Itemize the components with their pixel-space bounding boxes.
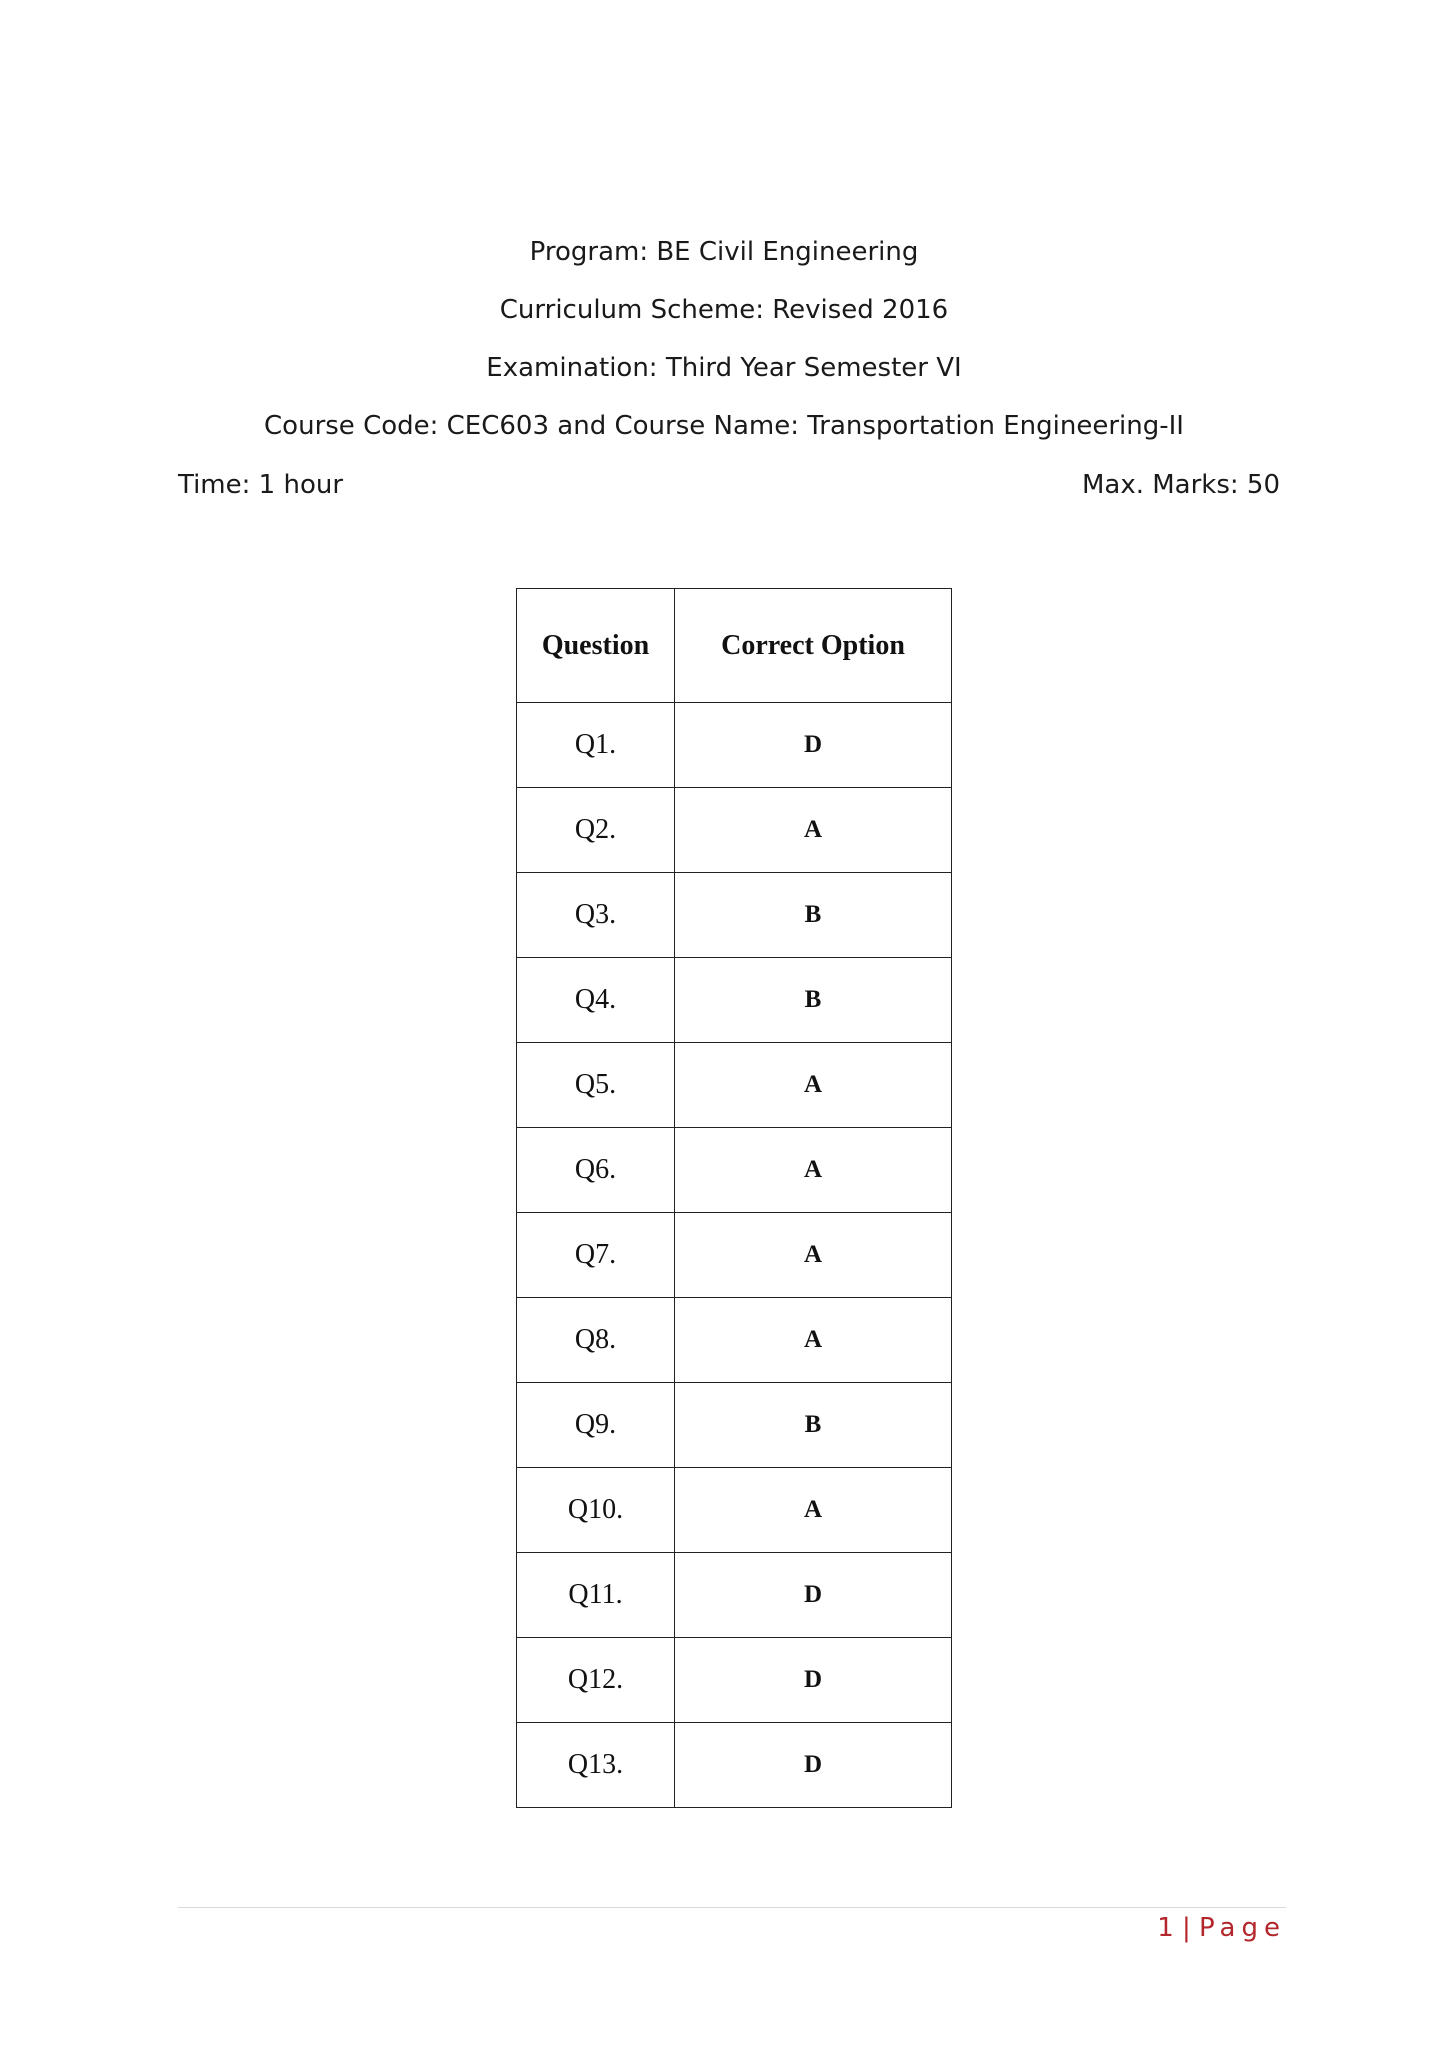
option-cell: B <box>675 958 952 1043</box>
option-cell: A <box>675 1468 952 1553</box>
question-cell: Q1. <box>517 703 675 788</box>
question-cell: Q7. <box>517 1213 675 1298</box>
course-line: Course Code: CEC603 and Course Name: Transportation Engineering-II <box>264 411 1184 441</box>
option-cell: B <box>675 873 952 958</box>
table-row <box>517 958 952 1043</box>
page-number: 1 <box>1157 1913 1174 1943</box>
question-cell: Q5. <box>517 1043 675 1128</box>
question-cell: Q9. <box>517 1383 675 1468</box>
question-cell: Q11. <box>517 1553 675 1638</box>
option-cell: A <box>675 1128 952 1213</box>
table-row <box>517 1723 952 1808</box>
option-cell: D <box>675 1553 952 1638</box>
question-cell: Q13. <box>517 1723 675 1808</box>
question-column-header: Question <box>517 589 675 703</box>
table-row <box>517 1383 952 1468</box>
option-cell: A <box>675 1298 952 1383</box>
table-row <box>517 1128 952 1213</box>
footer-divider <box>178 1907 1286 1908</box>
question-cell: Q8. <box>517 1298 675 1383</box>
option-cell: B <box>675 1383 952 1468</box>
page-footer <box>1157 1913 1286 1943</box>
table-row <box>517 1043 952 1128</box>
table-row <box>517 1553 952 1638</box>
question-cell: Q4. <box>517 958 675 1043</box>
max-marks-label: Max. Marks: 50 <box>1081 470 1280 500</box>
table-row <box>517 873 952 958</box>
table-row <box>517 703 952 788</box>
question-cell: Q3. <box>517 873 675 958</box>
table-row <box>517 1638 952 1723</box>
page-separator: | <box>1182 1913 1191 1943</box>
table-row <box>517 1213 952 1298</box>
question-cell: Q10. <box>517 1468 675 1553</box>
program-line: Program: BE Civil Engineering <box>529 237 919 267</box>
option-cell: A <box>675 1213 952 1298</box>
question-cell: Q2. <box>517 788 675 873</box>
curriculum-line: Curriculum Scheme: Revised 2016 <box>499 295 949 325</box>
page-word: Page <box>1199 1913 1286 1943</box>
option-cell: A <box>675 788 952 873</box>
table-header-row <box>517 589 952 703</box>
table-row <box>517 788 952 873</box>
option-cell: A <box>675 1043 952 1128</box>
option-cell: D <box>675 1723 952 1808</box>
question-cell: Q12. <box>517 1638 675 1723</box>
time-label: Time: 1 hour <box>178 470 344 500</box>
option-cell: D <box>675 1638 952 1723</box>
option-cell: D <box>675 703 952 788</box>
question-cell: Q6. <box>517 1128 675 1213</box>
correct-option-column-header: Correct Option <box>675 589 952 703</box>
examination-line: Examination: Third Year Semester VI <box>486 353 962 383</box>
table-row <box>517 1298 952 1383</box>
answer-key-table <box>516 588 952 1808</box>
table-row <box>517 1468 952 1553</box>
